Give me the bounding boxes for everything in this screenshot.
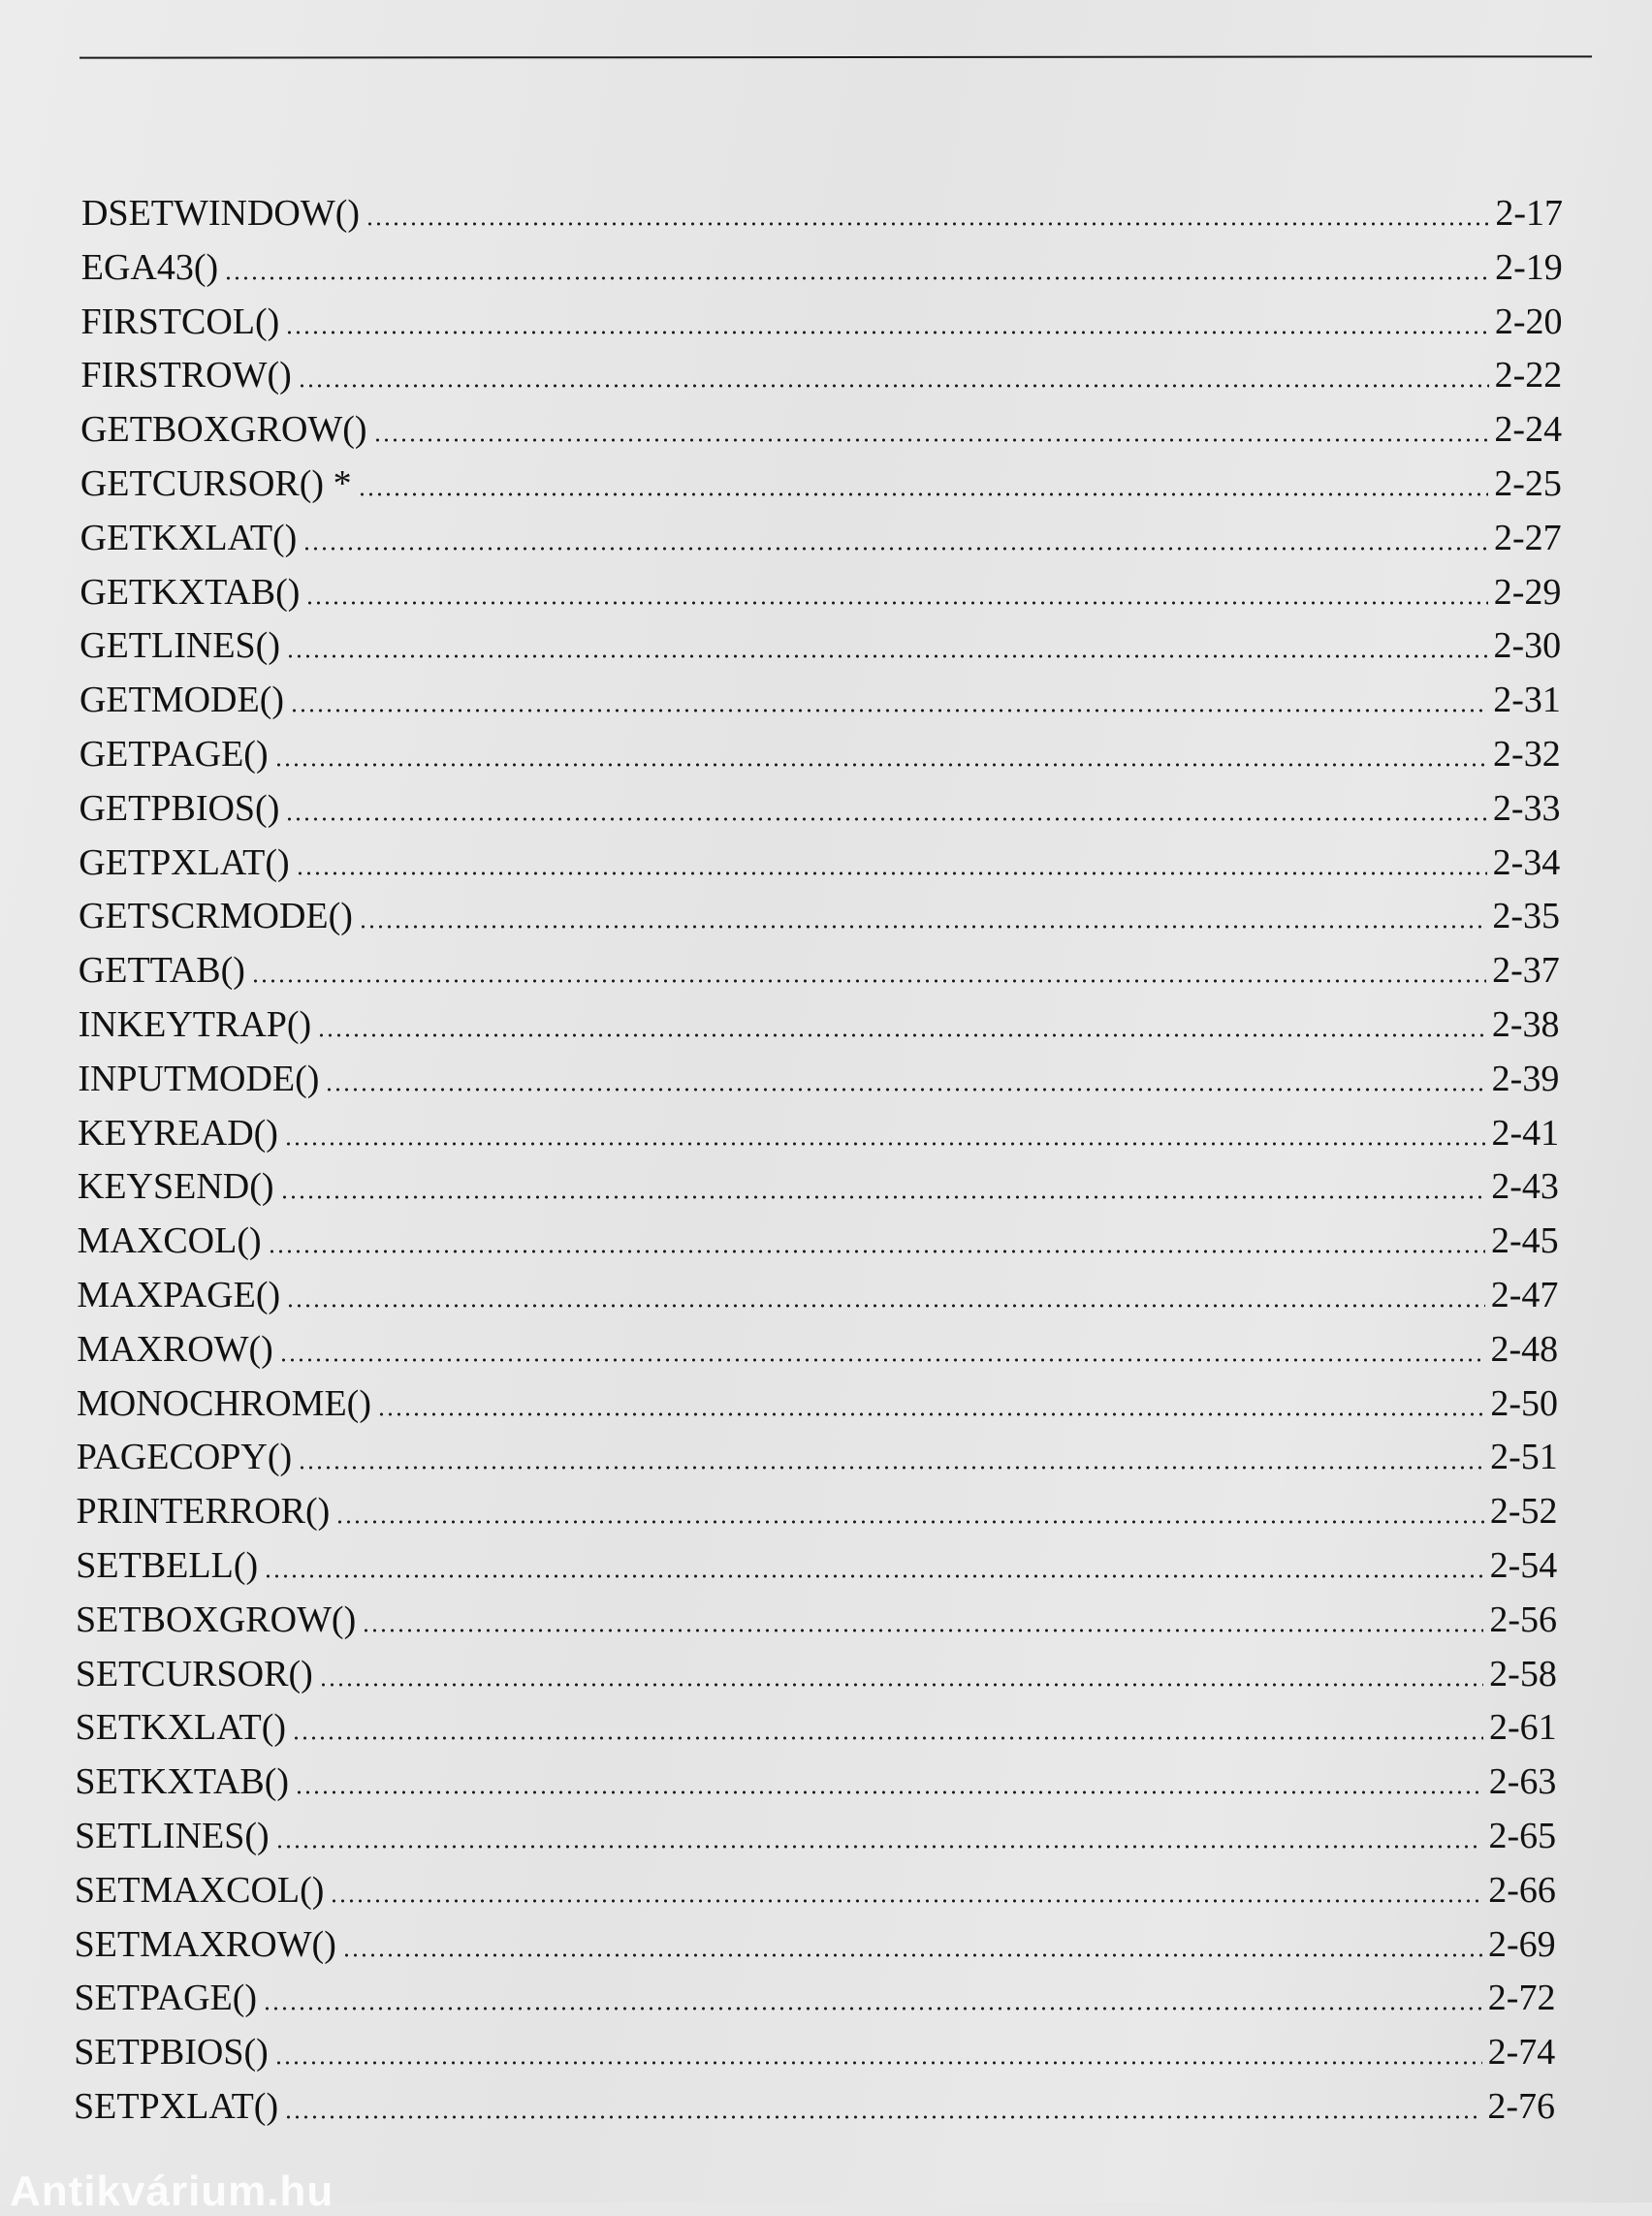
dot-leader — [295, 1789, 1483, 1795]
toc-entry-name: SETKXLAT() — [75, 1707, 286, 1749]
toc-entry-name: FIRSTROW() — [80, 355, 292, 396]
toc-entry-name: MONOCHROME() — [76, 1382, 371, 1424]
dot-leader — [292, 1735, 1483, 1741]
toc-entry-name: PAGECOPY() — [76, 1437, 293, 1478]
toc-entry-name: SETMAXROW() — [74, 1923, 336, 1965]
toc-entry-page-number: 2-38 — [1491, 1004, 1560, 1045]
dot-leader — [285, 330, 1489, 335]
dot-leader — [224, 275, 1489, 281]
dot-leader — [263, 2006, 1482, 2011]
toc-entry-name: SETPBIOS() — [74, 2032, 269, 2074]
toc-entry — [79, 565, 1561, 614]
dot-leader — [264, 1573, 1483, 1579]
dot-leader — [359, 924, 1486, 930]
toc-entry-name: FIRSTCOL() — [80, 301, 280, 342]
toc-entry-page-number: 2-63 — [1488, 1761, 1557, 1803]
toc-entry-page-number: 2-47 — [1490, 1275, 1559, 1315]
dot-leader — [358, 491, 1489, 497]
toc-entry-page-number: 2-58 — [1489, 1653, 1557, 1694]
toc-entry — [78, 1214, 1559, 1262]
toc-entry-name: GETCURSOR() * — [79, 463, 352, 504]
toc-entry — [75, 1755, 1556, 1803]
toc-entry-page-number: 2-41 — [1491, 1112, 1560, 1154]
toc-entry — [74, 2025, 1555, 2074]
dot-leader — [279, 1357, 1485, 1363]
toc-entry — [79, 673, 1561, 721]
toc-entry-page-number: 2-74 — [1487, 2032, 1556, 2074]
toc-entry-page-number: 2-72 — [1487, 1978, 1556, 2019]
toc-entry — [79, 618, 1561, 667]
toc-entry-name: SETLINES() — [75, 1816, 270, 1856]
toc-entry — [79, 889, 1560, 937]
toc-entry-page-number: 2-35 — [1492, 896, 1561, 937]
toc-entry — [76, 1647, 1557, 1695]
dot-leader — [286, 653, 1488, 659]
toc-entry — [80, 402, 1562, 451]
dot-leader — [274, 2060, 1482, 2066]
dot-leader — [296, 871, 1487, 876]
toc-entry — [79, 727, 1561, 776]
toc-entry-page-number: 2-43 — [1491, 1166, 1559, 1208]
toc-entry-page-number: 2-65 — [1488, 1816, 1557, 1856]
toc-entry-name: KEYREAD() — [78, 1112, 278, 1154]
toc-entry-page-number: 2-29 — [1493, 571, 1562, 613]
dot-leader — [280, 1194, 1486, 1200]
toc-entry-name: GETSCRMODE() — [79, 896, 353, 937]
toc-entry — [74, 2079, 1555, 2128]
toc-entry — [79, 943, 1560, 992]
toc-entry — [77, 1377, 1558, 1425]
toc-entry-name: GETBOXGROW() — [80, 409, 367, 451]
toc-entry-name: GETKXTAB() — [79, 571, 301, 613]
toc-entry — [81, 240, 1563, 289]
toc-entry-name: GETLINES() — [79, 625, 280, 667]
dot-leader — [302, 546, 1488, 552]
toc-entry-name: GETPBIOS() — [79, 787, 280, 829]
toc-entry-name: EGA43() — [80, 246, 219, 288]
toc-entry — [77, 1430, 1558, 1478]
dot-leader — [298, 1465, 1484, 1471]
toc-entry-page-number: 2-34 — [1492, 841, 1561, 883]
dot-leader — [319, 1682, 1483, 1688]
toc-entry-name: MAXROW() — [77, 1328, 273, 1370]
toc-entry-name: GETTAB() — [78, 950, 245, 992]
toc-entry-page-number: 2-22 — [1494, 355, 1563, 396]
toc-entry-page-number: 2-31 — [1493, 680, 1561, 721]
toc-entry — [75, 1917, 1556, 1966]
toc-entry — [78, 1052, 1559, 1100]
toc-entry-page-number: 2-37 — [1492, 950, 1560, 992]
toc-entry — [78, 1159, 1559, 1208]
toc-entry-page-number: 2-27 — [1493, 517, 1562, 558]
toc-entry — [79, 836, 1560, 884]
watermark: Antikvárium.hu — [10, 2168, 334, 2215]
dot-leader — [290, 708, 1487, 713]
toc-entry-name: DSETWINDOW() — [81, 193, 361, 234]
dot-leader — [284, 1141, 1485, 1147]
toc-entry — [77, 1268, 1558, 1316]
toc-entry — [80, 348, 1562, 396]
toc-entry — [78, 1106, 1559, 1155]
dot-leader — [342, 1952, 1482, 1958]
toc-entry-page-number: 2-76 — [1487, 2086, 1555, 2127]
dot-leader — [286, 1303, 1485, 1309]
dot-leader — [284, 2114, 1481, 2120]
toc-entry — [75, 1863, 1556, 1912]
toc-entry-page-number: 2-24 — [1494, 409, 1563, 451]
dot-leader — [275, 1844, 1483, 1850]
toc-entry-page-number: 2-45 — [1491, 1220, 1559, 1262]
toc-entry — [79, 997, 1560, 1046]
toc-entry — [76, 1538, 1557, 1587]
toc-entry — [75, 1809, 1556, 1857]
dot-leader — [305, 600, 1487, 606]
toc-entry-name: SETCURSOR() — [75, 1653, 313, 1694]
toc-entry-page-number: 2-56 — [1489, 1599, 1558, 1640]
dot-leader — [298, 383, 1489, 389]
toc-entry-name: GETMODE() — [79, 680, 284, 721]
toc-entry-name: INPUTMODE() — [78, 1058, 320, 1099]
toc-entry — [76, 1700, 1557, 1749]
toc-entry-page-number: 2-61 — [1488, 1707, 1557, 1749]
toc-entry-name: SETPXLAT() — [74, 2086, 279, 2127]
toc-entry-page-number: 2-25 — [1494, 463, 1562, 504]
toc-entry — [79, 781, 1560, 830]
dot-leader — [251, 978, 1486, 984]
toc-entry — [81, 295, 1563, 343]
toc-entry — [81, 186, 1563, 235]
toc-entry-page-number: 2-51 — [1490, 1437, 1558, 1478]
toc-entry-name: INKEYTRAP() — [78, 1004, 312, 1045]
toc-entry-name: MAXCOL() — [77, 1220, 262, 1262]
dot-leader — [362, 1628, 1483, 1633]
dot-leader — [365, 221, 1489, 227]
toc-entry-page-number: 2-33 — [1492, 787, 1561, 829]
toc-entry-page-number: 2-39 — [1491, 1058, 1560, 1099]
toc-entry-name: SETBOXGROW() — [76, 1599, 357, 1640]
toc-entry-page-number: 2-30 — [1493, 625, 1562, 667]
toc-entry-page-number: 2-19 — [1495, 246, 1563, 288]
toc-entry-page-number: 2-48 — [1490, 1328, 1559, 1370]
toc-entry-name: SETBELL() — [76, 1545, 259, 1586]
toc-entry-page-number: 2-66 — [1488, 1869, 1556, 1911]
dot-leader — [377, 1411, 1484, 1417]
toc-entry — [74, 1971, 1555, 2019]
toc-entry — [80, 511, 1562, 559]
toc-entry — [76, 1593, 1557, 1641]
dot-leader — [285, 816, 1486, 822]
toc-entry-name: KEYSEND() — [77, 1166, 274, 1208]
toc-entry-page-number: 2-52 — [1489, 1491, 1558, 1533]
toc-entry-page-number: 2-17 — [1495, 193, 1563, 234]
toc-entry — [77, 1322, 1558, 1371]
toc-entry-page-number: 2-50 — [1490, 1382, 1558, 1424]
toc-entry-name: GETPAGE() — [79, 734, 269, 775]
toc-entry-name: MAXPAGE() — [77, 1275, 281, 1315]
toc-entry-page-number: 2-54 — [1489, 1545, 1558, 1586]
dot-leader — [274, 762, 1487, 768]
dot-leader — [325, 1087, 1485, 1092]
toc-entry-name: SETPAGE() — [74, 1978, 258, 2019]
toc-entry-page-number: 2-32 — [1493, 734, 1561, 775]
toc-entry — [80, 457, 1562, 505]
toc-entry-name: GETKXLAT() — [79, 517, 298, 558]
toc-entry-name: SETKXTAB() — [75, 1761, 290, 1803]
dot-leader — [335, 1519, 1484, 1525]
toc-entry-name: PRINTERROR() — [76, 1491, 331, 1533]
toc-entry — [77, 1484, 1558, 1533]
dot-leader — [317, 1032, 1486, 1038]
toc-entry-page-number: 2-20 — [1494, 301, 1563, 342]
toc-entry-name: GETPXLAT() — [79, 841, 290, 883]
dot-leader — [330, 1898, 1482, 1904]
dot-leader — [268, 1249, 1485, 1254]
toc-entry-name: SETMAXCOL() — [74, 1869, 325, 1911]
dot-leader — [373, 437, 1489, 443]
toc-entry-page-number: 2-69 — [1488, 1923, 1556, 1965]
